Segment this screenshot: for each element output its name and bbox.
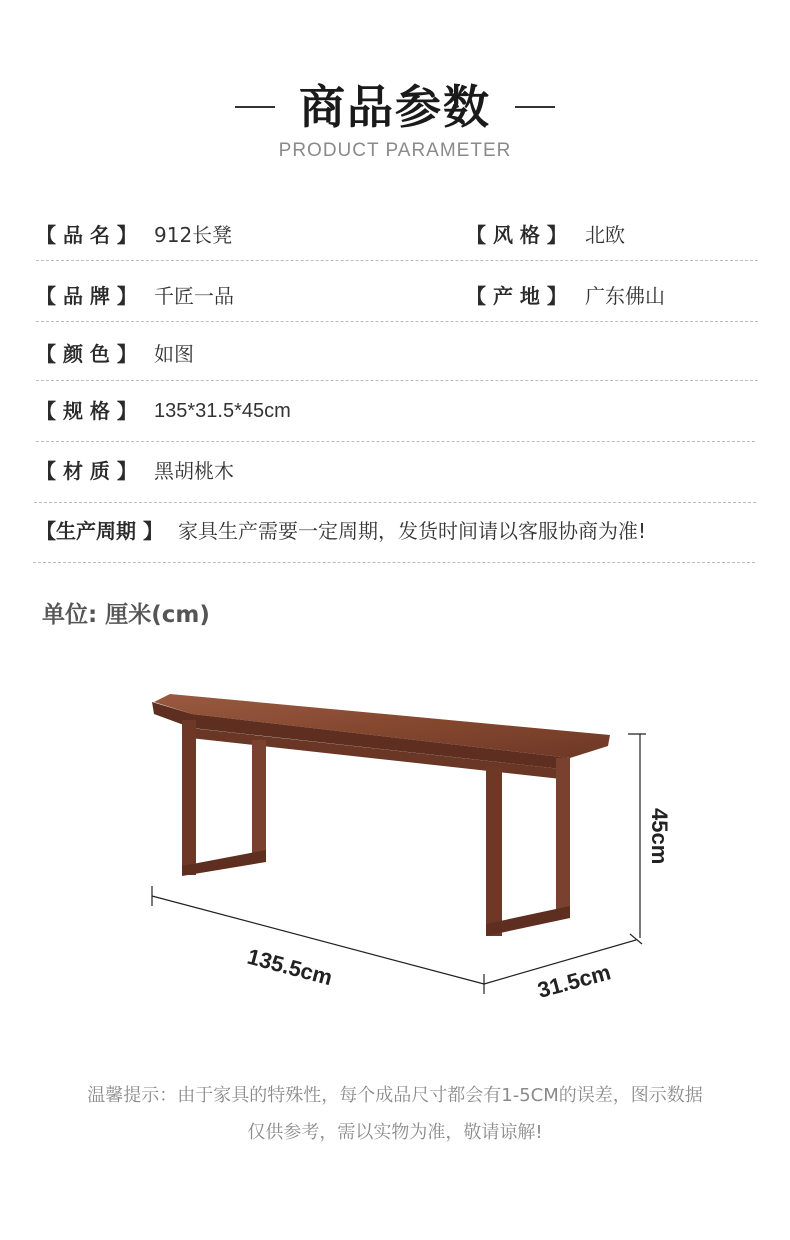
param-row-color bbox=[36, 339, 758, 381]
brand-value: 千匠一品 bbox=[154, 284, 234, 308]
param-row-name-style bbox=[36, 220, 758, 261]
style-label: 【 风 格 】 bbox=[466, 223, 567, 247]
unit-label: 单位: 厘米(cm) bbox=[42, 602, 210, 628]
name-label: 【 品 名 】 bbox=[36, 223, 137, 247]
page-title: 商品参数 bbox=[299, 80, 491, 134]
title-line-left bbox=[235, 106, 275, 108]
right-leg-front bbox=[486, 766, 502, 936]
spec-value: 135*31.5*45cm bbox=[154, 400, 291, 422]
origin-value: 广东佛山 bbox=[585, 284, 665, 308]
notice-line-2: 仅供参考，需以实物为准，敬请谅解! bbox=[247, 1122, 543, 1143]
title-line-right bbox=[515, 106, 555, 108]
origin-label: 【 产 地 】 bbox=[466, 284, 567, 308]
param-row-cycle bbox=[33, 516, 755, 563]
param-row-brand-origin bbox=[36, 281, 758, 322]
cycle-value: 家具生产需要一定周期，发货时间请以客服协商为准! bbox=[178, 519, 647, 543]
left-leg-front bbox=[182, 720, 196, 875]
length-label: 135.5cm bbox=[244, 943, 336, 991]
param-row-spec bbox=[36, 396, 755, 442]
depth-label: 31.5cm bbox=[534, 959, 614, 1003]
left-leg-back bbox=[252, 740, 266, 860]
cycle-label: 【生产周期 】 bbox=[36, 519, 163, 543]
right-leg-back bbox=[556, 758, 570, 918]
bench-illustration bbox=[140, 680, 680, 1020]
color-label: 【 颜 色 】 bbox=[36, 342, 137, 366]
page-header bbox=[0, 78, 790, 162]
brand-label: 【 品 牌 】 bbox=[36, 284, 137, 308]
name-value: 912长凳 bbox=[154, 223, 233, 247]
material-value: 黑胡桃木 bbox=[154, 459, 234, 483]
notice-line-1: 温馨提示：由于家具的特殊性，每个成品尺寸都会有1-5CM的误差，图示数据 bbox=[87, 1085, 703, 1106]
spec-label: 【 规 格 】 bbox=[36, 399, 137, 423]
page-subtitle: PRODUCT PARAMETER bbox=[278, 140, 512, 161]
param-row-material bbox=[34, 456, 756, 503]
color-value: 如图 bbox=[154, 342, 194, 366]
height-label: 45cm bbox=[647, 808, 672, 865]
material-label: 【 材 质 】 bbox=[36, 459, 137, 483]
style-value: 北欧 bbox=[585, 223, 625, 247]
